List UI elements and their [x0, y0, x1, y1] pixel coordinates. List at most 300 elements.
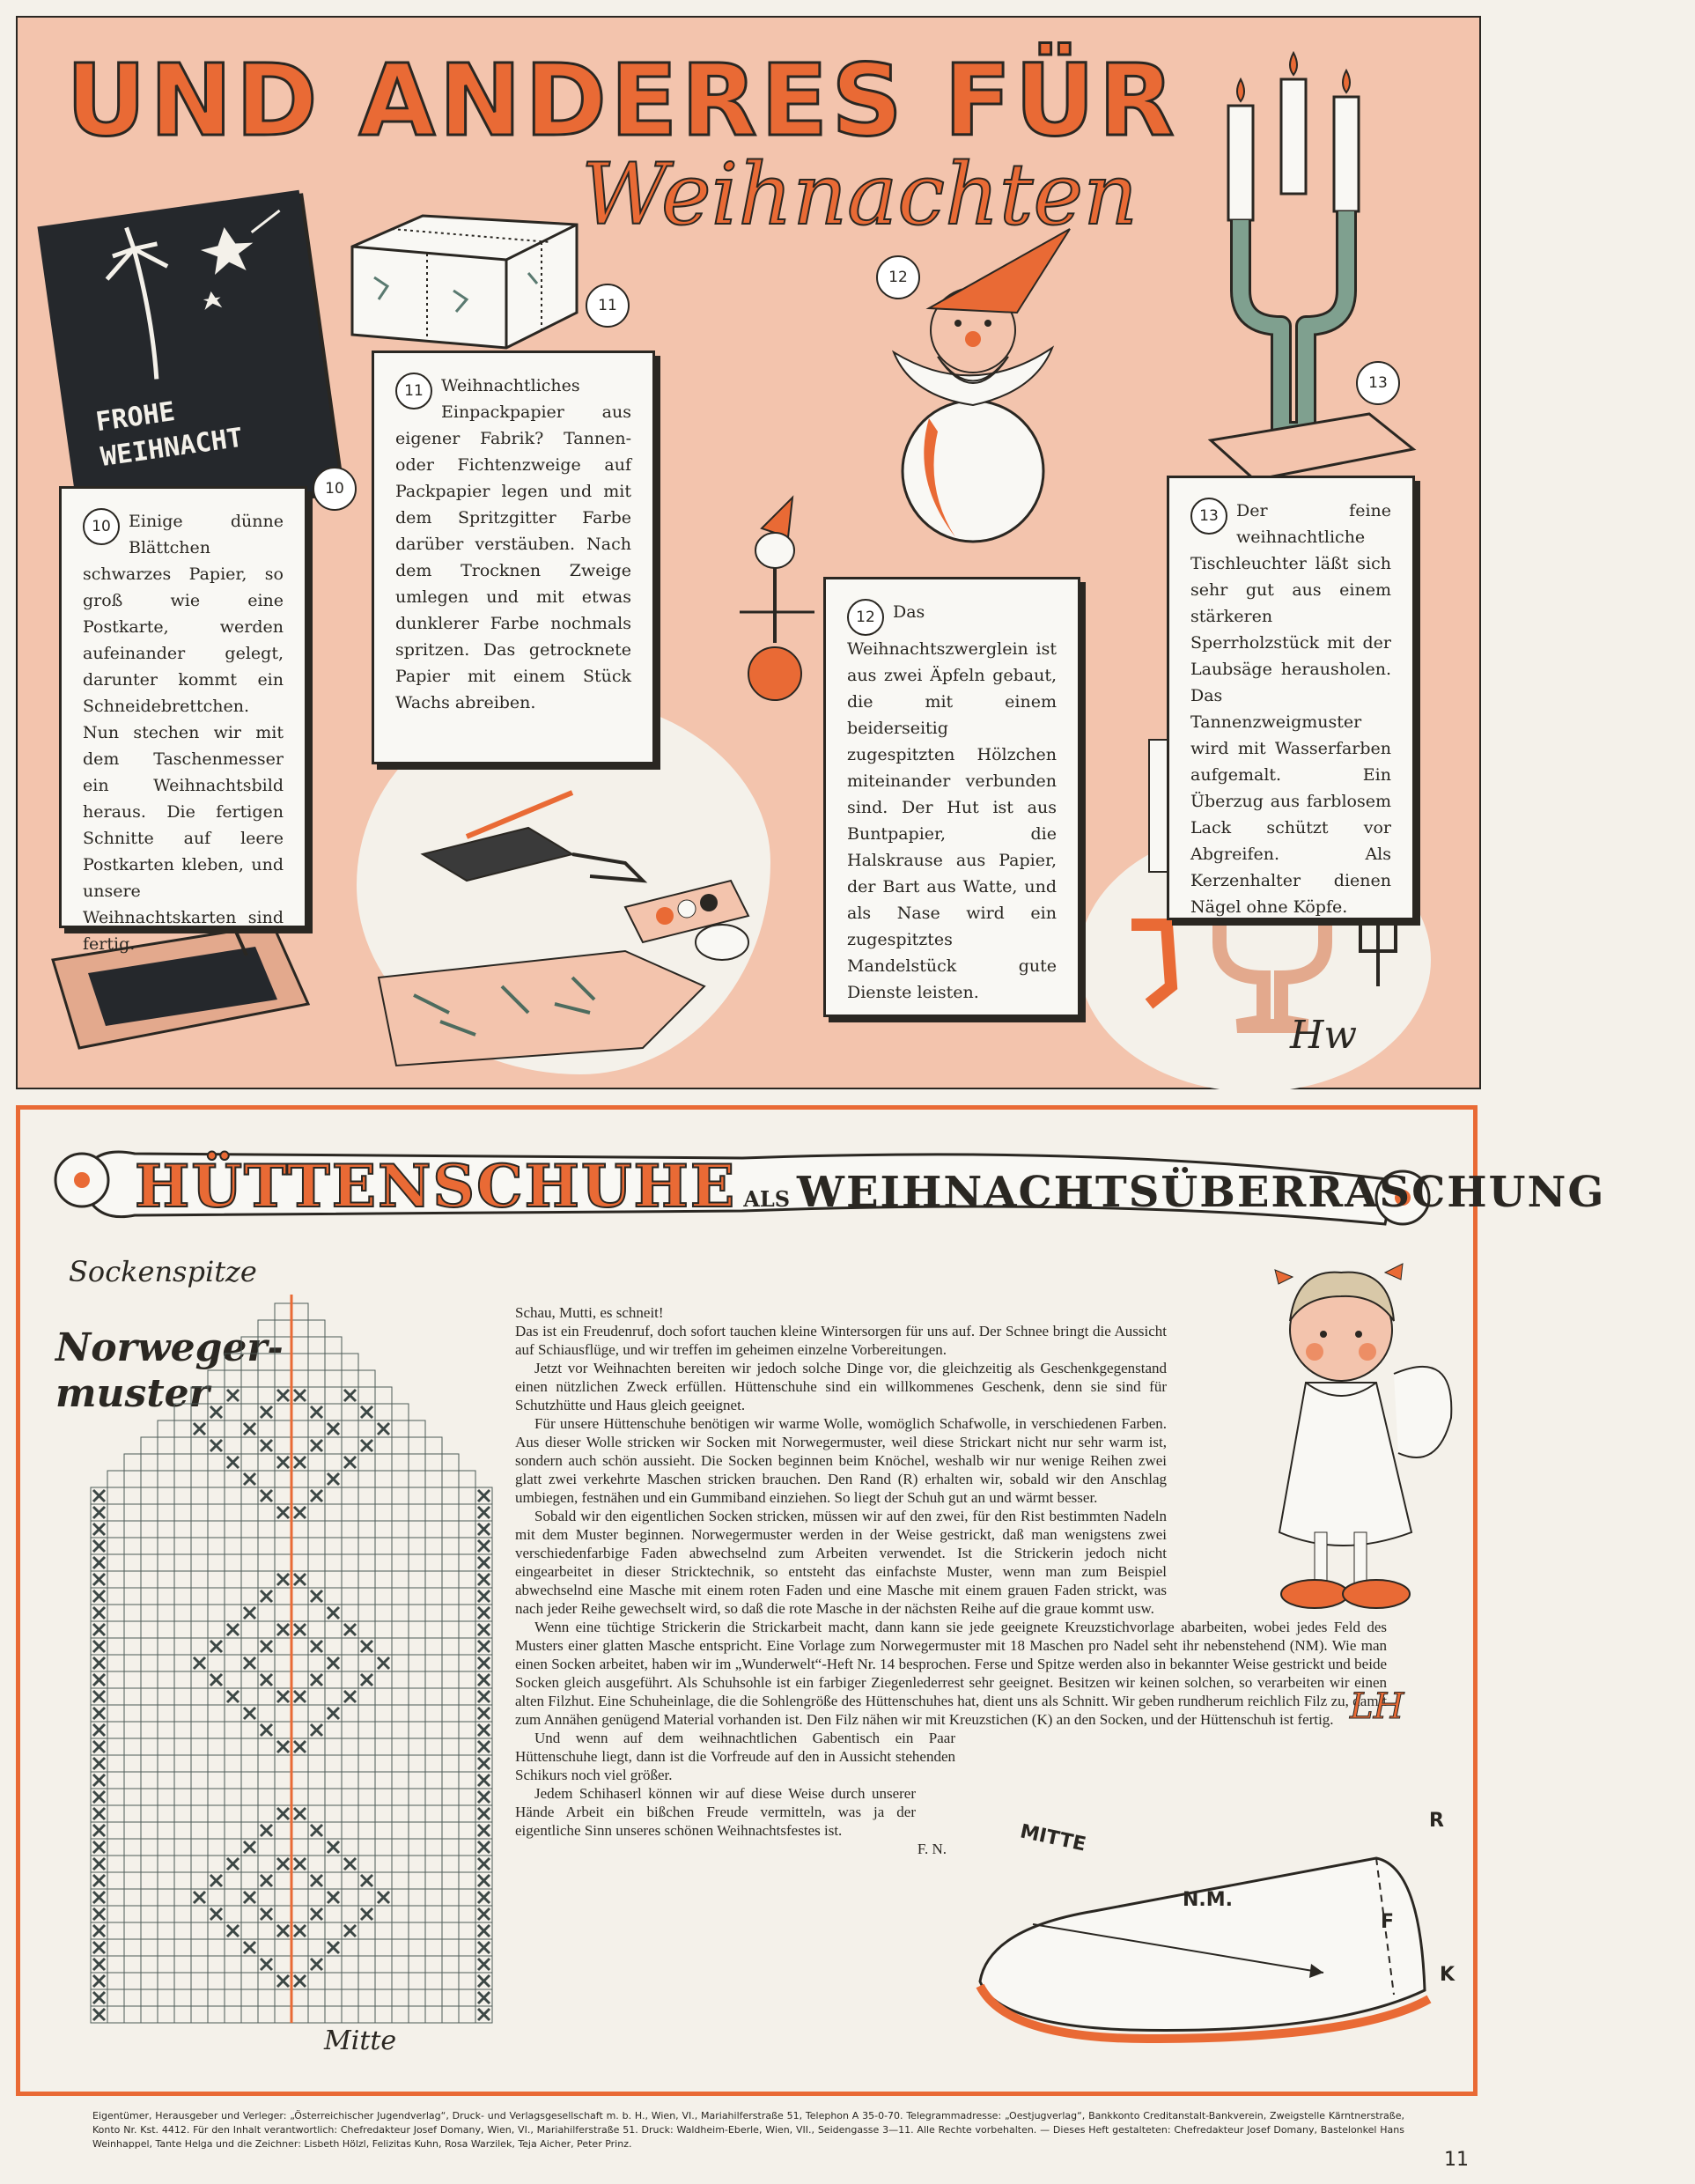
grid-cell: [291, 1337, 308, 1354]
palm-star-icon: [37, 190, 323, 402]
grid-cell: [141, 1939, 158, 1956]
grid-cell: [459, 1621, 475, 1638]
grid-cell: [325, 2006, 342, 2023]
grid-cell: [208, 1454, 225, 1471]
grid-cell: [308, 1554, 325, 1571]
grid-cell: [225, 1655, 241, 1671]
grid-cell: [258, 2006, 275, 2023]
grid-cell: [392, 1839, 409, 1856]
stitch-mark: [261, 1440, 272, 1451]
grid-cell: [459, 1521, 475, 1538]
stitch-mark: [294, 1808, 306, 1819]
grid-cell: [409, 1437, 425, 1454]
grid-cell: [409, 1605, 425, 1621]
grid-cell: [225, 1839, 241, 1856]
grid-cell: [325, 1755, 342, 1772]
grid-cell: [174, 1956, 191, 1973]
stitch-mark: [93, 1607, 105, 1619]
grid-cell: [174, 1671, 191, 1688]
stitch-mark: [261, 1490, 272, 1502]
grid-cell: [358, 1973, 375, 1989]
instruction-text: Der feine weihnachtliche Tischleuchter läßt sich sehr gut aus einem stärkeren Sperrholzstück mit der Laubsäge herausholen. Das Tannenzweigmuster wird mit Wasserfarben aufgemalt. Ein Überzug aus farblosem Lack schützt vor Abgreifen. Als Kerzenhalter dienen Nägel ohne Köpfe.: [1190, 501, 1391, 917]
grid-cell: [141, 1973, 158, 1989]
grid-cell: [141, 1671, 158, 1688]
grid-cell: [124, 1872, 141, 1889]
article-title: [135, 1152, 1605, 1221]
stitch-mark: [93, 1758, 105, 1769]
stitch-mark: [210, 1908, 222, 1920]
grid-cell: [342, 1638, 358, 1655]
grid-cell: [241, 1738, 258, 1755]
grid-cell: [225, 1872, 241, 1889]
grid-cell: [225, 1989, 241, 2006]
stitch-mark: [93, 1841, 105, 1853]
grid-cell: [275, 1521, 291, 1538]
grid-cell: [308, 1420, 325, 1437]
stitch-mark: [93, 1724, 105, 1736]
stitch-mark: [361, 1440, 372, 1451]
article-title-connector: ALS: [743, 1186, 791, 1212]
spray-grid-illustration: [361, 784, 757, 1074]
grid-cell: [191, 1504, 208, 1521]
grid-cell: [241, 1973, 258, 1989]
stitch-mark: [311, 1406, 322, 1418]
page-title: UND ANDERES FÜR: [66, 44, 1178, 159]
grid-cell: [425, 1621, 442, 1638]
stitch-mark: [294, 1858, 306, 1870]
grid-cell: [308, 1571, 325, 1588]
stitch-mark: [478, 1774, 490, 1786]
grid-cell: [191, 1454, 208, 1471]
grid-cell: [459, 1906, 475, 1922]
stitch-mark: [478, 1624, 490, 1635]
grid-cell: [158, 1605, 174, 1621]
grid-cell: [459, 1471, 475, 1487]
stitch-mark: [261, 1908, 272, 1920]
grid-cell: [258, 1989, 275, 2006]
grid-cell: [158, 1437, 174, 1454]
grid-cell: [158, 1772, 174, 1789]
grid-cell: [442, 1504, 459, 1521]
grid-cell: [425, 1521, 442, 1538]
grid-cell: [375, 1471, 392, 1487]
stitch-mark: [93, 1959, 105, 1970]
grid-cell: [392, 1939, 409, 1956]
grid-cell: [291, 1872, 308, 1889]
grid-cell: [107, 1956, 124, 1973]
grid-cell: [459, 1605, 475, 1621]
grid-cell: [358, 1387, 375, 1404]
grid-cell: [425, 1671, 442, 1688]
grid-cell: [208, 1605, 225, 1621]
grid-cell: [158, 1454, 174, 1471]
stitch-mark: [361, 1875, 372, 1886]
grid-cell: [124, 1487, 141, 1504]
grid-cell: [325, 1337, 342, 1354]
grid-cell: [191, 1554, 208, 1571]
grid-cell: [325, 1956, 342, 1973]
stitch-mark: [261, 1959, 272, 1970]
grid-cell: [409, 1989, 425, 2006]
grid-cell: [141, 1956, 158, 1973]
grid-cell: [291, 1822, 308, 1839]
grid-cell: [191, 1973, 208, 1989]
grid-cell: [392, 1638, 409, 1655]
grid-cell: [409, 1471, 425, 1487]
grid-cell: [124, 1688, 141, 1705]
grid-cell: [107, 1822, 124, 1839]
grid-cell: [141, 1755, 158, 1772]
article-paragraph: Und wenn auf dem weihnachtlichen Gabentisch ein Paar Hüttenschuhe liegt, dann ist die Vorfreude auf den in Aussicht stehenden Schikurs noch viel größer.: [515, 1730, 955, 1783]
stitch-mark: [93, 1875, 105, 1886]
grid-cell: [375, 1922, 392, 1939]
grid-cell: [358, 1655, 375, 1671]
grid-cell: [107, 1605, 124, 1621]
grid-cell: [225, 1772, 241, 1789]
grid-cell: [174, 1621, 191, 1638]
grid-cell: [141, 1989, 158, 2006]
stitch-mark: [478, 1908, 490, 1920]
grid-cell: [459, 1705, 475, 1722]
grid-cell: [325, 1554, 342, 1571]
grid-cell: [107, 1922, 124, 1939]
grid-cell: [141, 1772, 158, 1789]
grid-cell: [308, 1973, 325, 1989]
grid-cell: [208, 1789, 225, 1805]
grid-cell: [258, 1922, 275, 1939]
grid-cell: [342, 1772, 358, 1789]
grid-cell: [107, 1638, 124, 1655]
stitch-mark: [294, 1390, 306, 1401]
grid-cell: [308, 1387, 325, 1404]
grid-cell: [358, 1538, 375, 1554]
grid-cell: [258, 1973, 275, 1989]
grid-cell: [342, 1939, 358, 1956]
grid-cell: [208, 1705, 225, 1722]
grid-cell: [241, 1906, 258, 1922]
grid-cell: [258, 1772, 275, 1789]
grid-cell: [107, 1889, 124, 1906]
grid-cell: [342, 1989, 358, 2006]
article-title-main: HÜTTENSCHUHE: [135, 1152, 737, 1221]
grid-cell: [459, 1688, 475, 1705]
step-number: 11: [395, 373, 432, 410]
stitch-mark: [311, 1490, 322, 1502]
grid-cell: [291, 1655, 308, 1671]
grid-cell: [141, 1705, 158, 1722]
grid-cell: [107, 1588, 124, 1605]
stitch-mark: [311, 1641, 322, 1652]
grid-cell: [275, 1487, 291, 1504]
stitch-mark: [93, 1942, 105, 1953]
stitch-mark: [478, 1959, 490, 1970]
grid-cell: [225, 1738, 241, 1755]
page-number: 11: [1444, 2149, 1469, 2171]
grid-cell: [191, 1605, 208, 1621]
grid-cell: [191, 1521, 208, 1538]
stitch-mark: [478, 1524, 490, 1535]
grid-cell: [107, 1906, 124, 1922]
grid-cell: [174, 1420, 191, 1437]
grid-cell: [291, 1538, 308, 1554]
grid-cell: [325, 1856, 342, 1872]
stitch-mark: [311, 1724, 322, 1736]
grid-cell: [225, 1722, 241, 1738]
grid-cell: [208, 1588, 225, 1605]
grid-cell: [342, 1487, 358, 1504]
card-greeting: FROHE WEIHNACHT: [93, 396, 246, 473]
grid-cell: [358, 1939, 375, 1956]
grid-cell: [158, 1571, 174, 1588]
grid-cell: [442, 1839, 459, 1856]
grid-cell: [124, 1705, 141, 1722]
grid-cell: [375, 1789, 392, 1805]
stitch-mark: [478, 2009, 490, 2020]
grid-cell: [158, 1671, 174, 1688]
grid-cell: [124, 1538, 141, 1554]
grid-cell: [291, 1839, 308, 1856]
grid-cell: [291, 1989, 308, 2006]
grid-cell: [275, 1638, 291, 1655]
stitch-mark: [294, 1975, 306, 1987]
stitch-mark: [478, 1875, 490, 1886]
grid-cell: [358, 1956, 375, 1973]
stitch-mark: [294, 1507, 306, 1518]
callout-12: 12: [876, 255, 920, 299]
grid-cell: [291, 1755, 308, 1772]
stitch-mark: [93, 1858, 105, 1870]
grid-cell: [141, 1839, 158, 1856]
grid-cell: [241, 1487, 258, 1504]
grid-cell: [174, 1487, 191, 1504]
grid-cell: [291, 1772, 308, 1789]
grid-cell: [308, 1989, 325, 2006]
grid-cell: [358, 1755, 375, 1772]
grid-cell: [275, 1320, 291, 1337]
grid-cell: [342, 1404, 358, 1420]
stitch-mark: [344, 1858, 356, 1870]
grid-cell: [174, 1521, 191, 1538]
grid-cell: [141, 1588, 158, 1605]
grid-cell: [425, 1839, 442, 1856]
grid-cell: [241, 1638, 258, 1655]
stitch-mark: [93, 1490, 105, 1502]
grid-cell: [325, 1671, 342, 1688]
grid-cell: [291, 1303, 308, 1320]
stitch-mark: [478, 1607, 490, 1619]
grid-cell: [409, 1772, 425, 1789]
grid-cell: [358, 1588, 375, 1605]
stitch-mark: [210, 1440, 222, 1451]
grid-cell: [375, 1973, 392, 1989]
stitch-mark: [294, 1691, 306, 1702]
grid-cell: [258, 1856, 275, 1872]
grid-cell: [258, 1320, 275, 1337]
stitch-mark: [227, 1925, 239, 1937]
grid-cell: [241, 1337, 258, 1354]
grid-cell: [158, 1805, 174, 1822]
grid-cell: [325, 1504, 342, 1521]
grid-cell: [174, 1688, 191, 1705]
grid-cell: [208, 1856, 225, 1872]
grid-cell: [191, 1755, 208, 1772]
grid-cell: [425, 1471, 442, 1487]
shoe-label-k: K: [1440, 1964, 1455, 1986]
grid-cell: [241, 2006, 258, 2023]
grid-cell: [124, 1922, 141, 1939]
grid-cell: [392, 1487, 409, 1504]
stitch-mark: [478, 1808, 490, 1819]
grid-cell: [459, 1973, 475, 1989]
grid-cell: [141, 1538, 158, 1554]
stitch-mark: [93, 1741, 105, 1752]
grid-cell: [459, 1755, 475, 1772]
grid-cell: [107, 1554, 124, 1571]
instruction-box-10: [59, 486, 307, 954]
grid-cell: [258, 1387, 275, 1404]
grid-cell: [191, 1571, 208, 1588]
grid-cell: [225, 1755, 241, 1772]
grid-cell: [191, 1738, 208, 1755]
craft-panel: [16, 16, 1481, 1089]
grid-cell: [225, 1805, 241, 1822]
grid-cell: [425, 1872, 442, 1889]
grid-cell: [459, 1554, 475, 1571]
grid-cell: [225, 1822, 241, 1839]
grid-cell: [409, 1454, 425, 1471]
stitch-mark: [328, 1473, 339, 1485]
grid-cell: [258, 1554, 275, 1571]
grid-cell: [141, 1487, 158, 1504]
stitch-mark: [244, 1942, 255, 1953]
stitch-mark: [361, 1641, 372, 1652]
grid-cell: [174, 1722, 191, 1738]
grid-cell: [392, 1437, 409, 1454]
grid-cell: [425, 1454, 442, 1471]
grid-cell: [208, 1772, 225, 1789]
stitch-mark: [294, 1925, 306, 1937]
grid-cell: [174, 1973, 191, 1989]
grid-cell: [241, 1387, 258, 1404]
grid-cell: [325, 1772, 342, 1789]
grid-cell: [258, 1420, 275, 1437]
grid-cell: [124, 1856, 141, 1872]
stitch-mark: [311, 1674, 322, 1686]
grid-cell: [208, 1420, 225, 1437]
grid-cell: [392, 1588, 409, 1605]
instruction-box-13: [1167, 476, 1415, 920]
grid-cell: [225, 1354, 241, 1370]
grid-cell: [141, 1638, 158, 1655]
grid-cell: [124, 1906, 141, 1922]
grid-cell: [308, 1755, 325, 1772]
grid-cell: [174, 1605, 191, 1621]
grid-cell: [409, 1655, 425, 1671]
grid-cell: [459, 1504, 475, 1521]
stitch-mark: [478, 1691, 490, 1702]
stitch-mark: [294, 1574, 306, 1585]
grid-cell: [258, 1370, 275, 1387]
stitch-mark: [478, 1674, 490, 1686]
stitch-mark: [294, 1457, 306, 1468]
stitch-mark: [328, 1942, 339, 1953]
grid-cell: [325, 1454, 342, 1471]
grid-cell: [158, 1655, 174, 1671]
grid-cell: [208, 1822, 225, 1839]
grid-cell: [208, 1655, 225, 1671]
article-title-rest: WEIHNACHTSÜBERRASCHUNG: [797, 1168, 1606, 1217]
grid-cell: [124, 1989, 141, 2006]
stitch-mark: [244, 1473, 255, 1485]
grid-cell: [275, 1303, 291, 1320]
grid-cell: [442, 1521, 459, 1538]
grid-cell: [107, 1839, 124, 1856]
grid-cell: [409, 1588, 425, 1605]
grid-cell: [158, 1989, 174, 2006]
grid-cell: [325, 1722, 342, 1738]
grid-cell: [425, 1554, 442, 1571]
grid-cell: [459, 1856, 475, 1872]
grid-cell: [124, 1588, 141, 1605]
grid-cell: [342, 1504, 358, 1521]
grid-cell: [158, 1956, 174, 1973]
grid-cell: [308, 1939, 325, 1956]
grid-cell: [208, 1722, 225, 1738]
grid-cell: [225, 1638, 241, 1655]
grid-cell: [174, 1454, 191, 1471]
grid-cell: [107, 1521, 124, 1538]
stitch-mark: [227, 1858, 239, 1870]
grid-cell: [174, 1772, 191, 1789]
grid-cell: [425, 1688, 442, 1705]
greeting-card-illustration: [37, 190, 341, 528]
grid-cell: [342, 1956, 358, 1973]
grid-cell: [425, 1755, 442, 1772]
grid-cell: [124, 1722, 141, 1738]
grid-cell: [141, 1437, 158, 1454]
grid-cell: [442, 1922, 459, 1939]
grid-cell: [392, 1521, 409, 1538]
grid-cell: [225, 1554, 241, 1571]
grid-cell: [158, 1839, 174, 1856]
stitch-mark: [478, 1858, 490, 1870]
grid-cell: [208, 1521, 225, 1538]
grid-cell: [241, 1989, 258, 2006]
grid-cell: [258, 1755, 275, 1772]
grid-cell: [409, 1420, 425, 1437]
grid-cell: [275, 1655, 291, 1671]
grid-cell: [409, 1755, 425, 1772]
grid-cell: [275, 1705, 291, 1722]
grid-cell: [392, 1805, 409, 1822]
grid-cell: [174, 1755, 191, 1772]
grid-cell: [459, 1772, 475, 1789]
grid-cell: [158, 2006, 174, 2023]
stitch-mark: [277, 1624, 289, 1635]
grid-cell: [107, 1471, 124, 1487]
grid-cell: [308, 1320, 325, 1337]
grid-cell: [208, 1487, 225, 1504]
grid-cell: [208, 1571, 225, 1588]
grid-cell: [141, 1856, 158, 1872]
stitch-mark: [261, 1406, 272, 1418]
grid-cell: [442, 1571, 459, 1588]
grid-cell: [241, 1688, 258, 1705]
grid-cell: [459, 1738, 475, 1755]
grid-cell: [308, 1538, 325, 1554]
grid-cell: [459, 1671, 475, 1688]
stitch-mark: [311, 1440, 322, 1451]
